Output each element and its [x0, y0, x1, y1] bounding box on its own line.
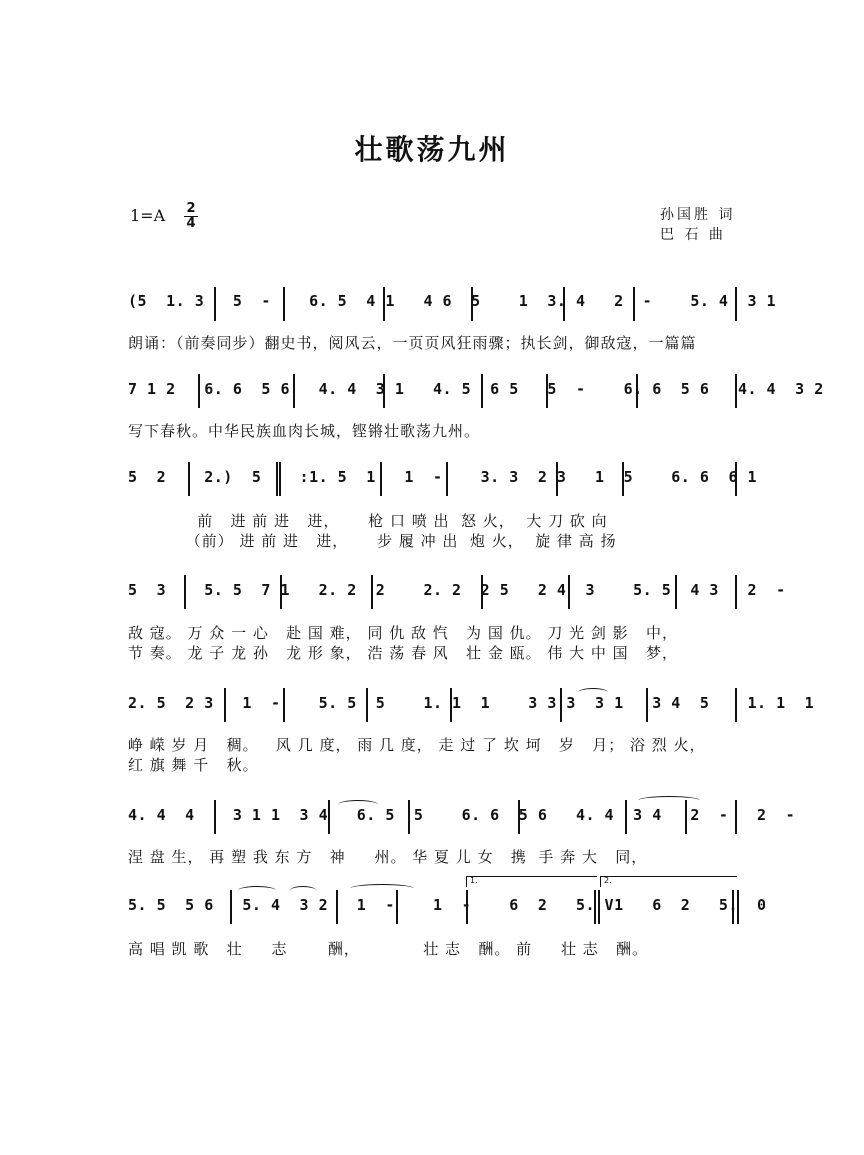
time-signature-top: 2 [186, 201, 196, 216]
notes-system-6: 4. 4 4 3 1 1 3 4 6. 5 5 6. 6 5 6 4. 4 3 4 2 - 2 - [128, 806, 796, 824]
page-title: 壮歌荡九州 [354, 133, 510, 166]
tie-system-6b [638, 796, 700, 805]
lyric-system-1: 朗诵：（前奏同步）翻史书，阅风云，一页页风狂雨骤；执长剑，御敌寇，一篇篇 [128, 334, 697, 352]
lyric-system-2: 写下春秋。中华民族血肉长城，铿锵壮歌荡九州。 [128, 422, 481, 440]
notes-system-4: 5 3 5. 5 7 1 2. 2 2 2. 2 2 5 2 4 3 5. 5 4 3 2 - [128, 581, 786, 599]
lyric-system-3a: 前 进 前 进 进， 枪 口 喷 出 怒 火， 大 刀 砍 向 [128, 512, 608, 530]
notes-system-2: 7 1 2 6. 6 5 6 4. 4 3 1 4. 5 6 5 5 - 6. 6 5 6 4. 4 3 2 [128, 380, 824, 398]
lyricist-credit: 孙国胜 词 [660, 207, 736, 223]
key-signature: 1=A [130, 206, 166, 225]
composer-credit: 巴 石 曲 [660, 227, 726, 243]
lyric-system-6: 涅 盘 生， 再 塑 我 东 方 神 州。 华 夏 儿 女 携 手 奔 大 同， [128, 848, 648, 866]
time-signature [184, 203, 198, 230]
lyric-system-7: 高 唱 凯 歌 壮 志 酬， 壮 志 酬。 前 壮 志 酬。 [128, 940, 649, 958]
time-signature-bottom: 4 [186, 216, 196, 231]
lyric-system-5a: 峥 嵘 岁 月 稠。 风 几 度， 雨 几 度， 走 过 了 坎 坷 岁 月； 浴 烈 火， [128, 736, 706, 754]
notes-system-5: 2. 5 2 3 1 - 5. 5 5 1. 1 1 3 3 3 3 1 3 4 5 1. 1 1 [128, 694, 815, 712]
notes-system-7: 5. 5 5 6 5. 4 3 2 1 - 1 - 6 2 5. V1 6 2 5. 0 [128, 896, 767, 914]
lyric-system-4a: 敌 寇。 万 众 一 心 赴 国 难， 同 仇 敌 忾 为 国 仇。 刀 光 剑 影 中， [128, 624, 678, 642]
lyric-system-4b: 节 奏。 龙 子 龙 孙 龙 形 象， 浩 荡 春 风 壮 金 瓯。 伟 大 中 国 梦， [128, 644, 678, 662]
volta-first: 1. [466, 876, 597, 887]
notes-system-1: (5 1. 3 5 - 6. 5 4 1 4 6 5 1 3. 4 2 - 5. 4 3 1 [128, 292, 777, 310]
notes-system-3: 5 2 2.) 5 :1. 5 1 1 - 3. 3 2 3 1 5 6. 6 6 1 [128, 468, 758, 486]
lyric-system-5b: 红 旗 舞 千 秋。 [128, 756, 259, 774]
volta-second: 2. [600, 876, 737, 887]
lyric-system-3b: （前） 进 前 进 进， 步 履 冲 出 炮 火， 旋 律 高 扬 [128, 532, 617, 550]
